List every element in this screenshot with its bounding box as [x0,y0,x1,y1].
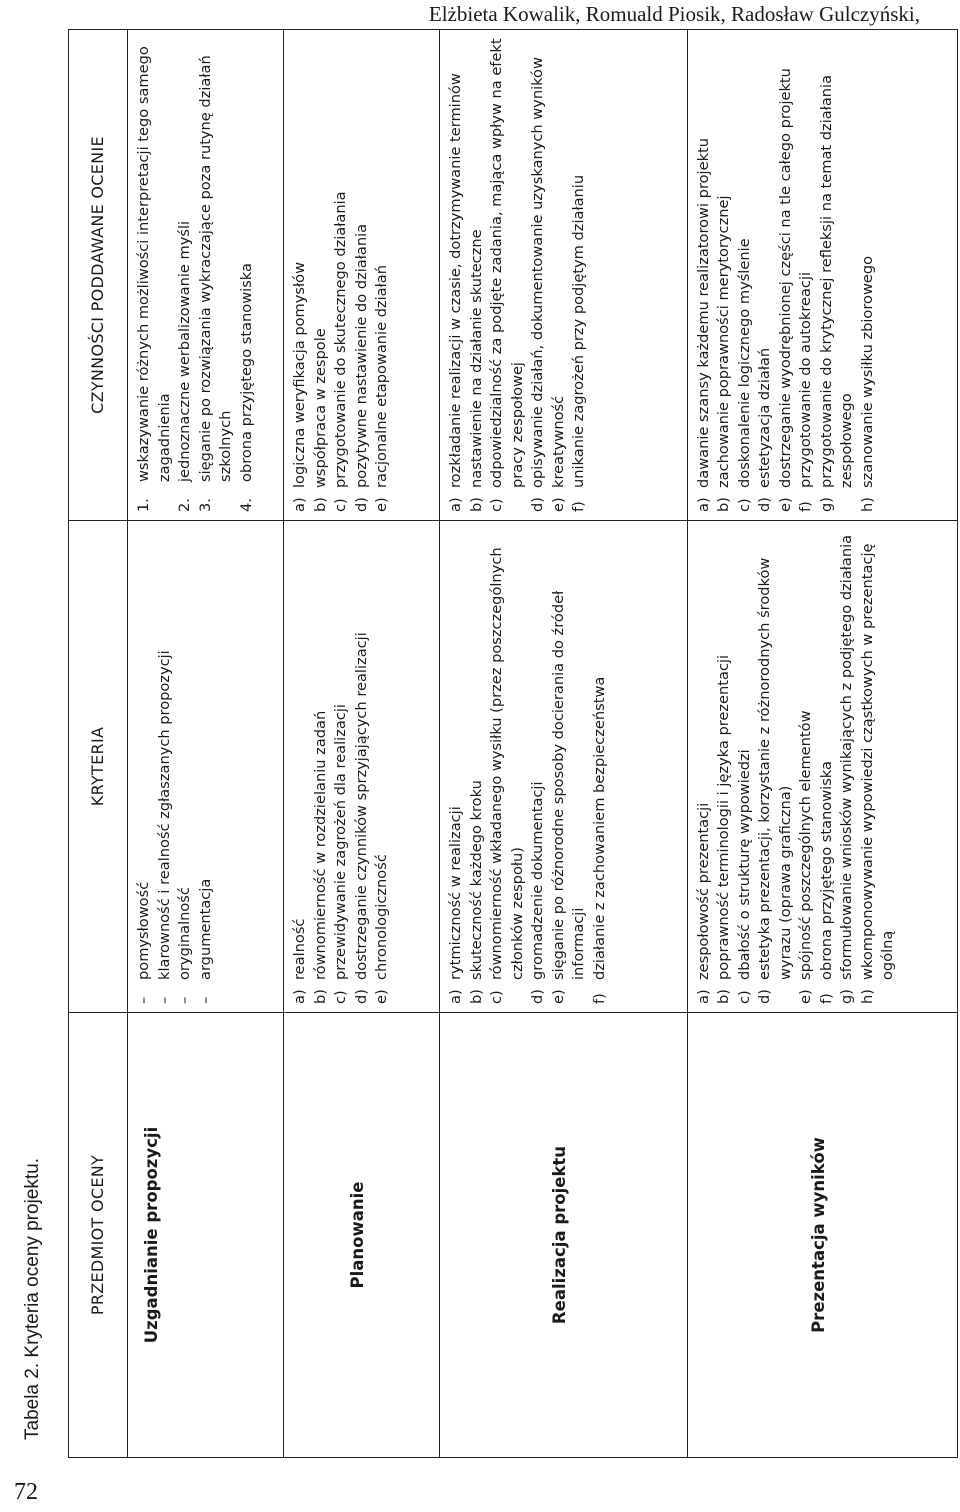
criteria-table-container [68,30,958,1458]
list-item-text: skuteczność każdego kroku [467,780,485,980]
list-item-text: sięganie po różnorodne sposoby docierania do źródeł informacji [549,590,587,980]
list-item-text: dostrzeganie czynników sprzyjających realizacji [352,632,370,980]
list-marker: d) [756,989,774,1004]
activity-item [796,38,817,512]
list-marker: c) [735,990,753,1004]
header-activities: CZYNNOŚCI PODDAWANE OCENIE [69,30,128,521]
criterion-item [467,529,488,1004]
list-marker: e) [549,989,567,1004]
criterion-item [446,529,467,1004]
list-item-text: rytmiczność w realizacji [447,806,464,980]
list-marker: d) [352,989,370,1004]
list-item-text: współpraca w zespole [311,328,329,488]
activity-item [487,38,528,512]
list-item-text: doskonalenie logicznego myślenie [735,238,753,488]
criterion-item [372,529,393,1004]
list-item-text: sformułowanie wniosków wynikających z podjętego działania [838,534,856,980]
list-item-text: odpowiedzialność za podjęte zadania, mająca wpływ na efekt pracy zespołowej [488,38,526,488]
list-marker: g) [838,989,856,1004]
activities-cell [284,30,440,521]
list-marker: f) [570,501,587,512]
list-marker: c) [332,990,349,1004]
list-marker: 2. [176,498,193,512]
activity-item [237,38,258,512]
activity-item [694,38,715,512]
list-item-text: dawanie szansy każdemu realizatorowi projektu [694,137,712,488]
activity-item [467,38,488,512]
criterion-item [487,529,528,1004]
activity-item [331,38,352,512]
criterion-item [755,529,796,1004]
criterion-item [858,529,899,1004]
list-marker: – [196,996,214,1004]
list-item-text: opisywanie działań, dokumentowanie uzyskanych wyników [529,57,546,488]
activity-item [817,38,858,512]
list-marker: c) [488,990,505,1004]
subject-cell: Realizacja projektu [440,1013,688,1458]
criterion-item [134,529,155,1004]
activity-item [290,38,311,512]
list-item-text: sięganie po rozwiązania wykraczające poza rutynę działań szkolnych [196,55,234,482]
list-marker: – [135,996,152,1004]
criterion-item [331,529,352,1004]
table-caption: Tabela 2. Kryteria oceny projektu. [22,1158,43,1440]
list-item-text: wkomponowywanie wypowiedzi cząstkowych w prezentację ogólną [858,543,897,980]
list-item-text: gromadzenie dokumentacji [529,781,546,980]
list-marker: a) [447,497,464,512]
list-item-text: argumentacja [196,878,214,980]
list-marker: a) [291,989,308,1004]
list-item-text: zespołowość prezentacji [694,802,712,980]
criteria-cell [440,521,688,1013]
list-marker: d) [529,989,546,1004]
activity-item [858,38,879,512]
list-marker: e) [373,497,390,512]
activity-item [372,38,393,512]
criteria-table [68,29,958,1458]
list-marker: 4. [237,498,255,512]
list-marker: b) [311,497,329,512]
header-criteria: KRYTERIA [69,521,128,1013]
criterion-item [837,529,858,1004]
list-item-text: nastawienie na działanie skuteczne [467,229,485,488]
list-marker: h) [858,989,876,1004]
list-item-text: szanowanie wysiłku zbiorowego [858,255,876,488]
criterion-item [817,529,838,1004]
activity-item [352,38,373,512]
list-item-text: klarowność i realność zgłaszanych propozycji [155,650,173,980]
list-item-text: spójność poszczególnych elementów [797,710,815,980]
list-item-text: przygotowanie do autokreacji [797,271,815,488]
list-marker: – [155,996,173,1004]
list-item-text: pozytywne nastawienie do działania [352,223,370,488]
list-marker: c) [488,498,505,512]
criterion-item [735,529,756,1004]
list-marker: e) [797,989,815,1004]
list-item-text: dbałość o strukturę wypowiedzi [735,749,753,980]
criterion-item [590,529,611,1004]
list-marker: b) [311,989,329,1004]
list-item-text: przygotowanie do krytycznej refleksji na temat działania zespołowego [817,74,856,488]
activity-item [134,38,175,512]
list-item-text: jednoznaczne werbalizowanie myśli [176,220,193,482]
activity-item [735,38,756,512]
list-item-text: chronologiczność [373,854,390,980]
list-item-text: przygotowanie do skutecznego działania [332,191,349,488]
list-item-text: działanie z zachowaniem bezpieczeństwa [590,676,608,980]
list-item-text: estetyka prezentacji, korzystanie z różnorodnych środków wyrazu (oprawa graficzna) [756,557,794,980]
list-marker: b) [715,989,733,1004]
activity-item [446,38,467,512]
list-item-text: logiczna weryfikacja pomysłów [291,261,308,488]
activity-item [175,38,196,512]
criteria-cell [284,521,440,1013]
list-item-text: kreatywność [549,395,567,488]
list-item-text: obrona przyjętego stanowiska [237,263,255,482]
list-item-text: równomierność w rozdzielaniu zadań [311,710,329,980]
running-header-authors: Elżbieta Kowalik, Romuald Piosik, Radosław Gulczyński, [428,2,920,26]
list-marker: a) [447,989,464,1004]
criterion-item [549,529,590,1004]
activity-item [776,38,797,512]
list-item-text: poprawność terminologii i języka prezentacji [715,654,733,980]
list-marker: 3. [196,498,214,512]
criterion-item [528,529,549,1004]
list-item-text: wskazywanie różnych możliwości interpretacji tego samego zagadnienia [135,46,173,482]
table-row [687,30,957,1458]
list-marker: e) [549,497,567,512]
criterion-item [311,529,332,1004]
list-marker: f) [797,501,815,512]
list-item-text: estetyzacja działań [756,347,774,488]
list-marker: a) [291,497,308,512]
activity-item [528,38,549,512]
list-marker: d) [529,497,546,512]
activity-item [755,38,776,512]
activities-cell [687,30,957,521]
table-row [128,30,284,1458]
criterion-item [352,529,373,1004]
table-row [284,30,440,1458]
list-marker: c) [735,498,753,512]
list-marker: e) [373,989,390,1004]
subject-cell: Uzgadnianie propozycji [128,1013,284,1458]
subject-cell: Planowanie [284,1013,440,1458]
list-marker: b) [467,497,485,512]
header-subject: PRZEDMIOT OCENY [69,1013,128,1458]
list-item-text: realność [291,918,308,980]
subject-cell: Prezentacja wyników [687,1013,957,1458]
list-item-text: racjonalne etapowanie działań [373,265,390,488]
criterion-item [196,529,217,1004]
list-marker: 1. [135,498,152,512]
criterion-item [290,529,311,1004]
list-marker: b) [467,989,485,1004]
list-marker: h) [858,497,876,512]
list-marker: f) [590,993,608,1004]
criteria-cell [687,521,957,1013]
list-item-text: obrona przyjętego stanowiska [817,761,835,980]
list-marker: b) [715,497,733,512]
criterion-item [796,529,817,1004]
list-marker: c) [332,498,349,512]
activity-item [714,38,735,512]
list-item-text: przewidywanie zagrożeń dla realizacji [332,704,349,980]
list-marker: a) [694,989,712,1004]
list-item-text: rozkładanie realizacji w czasie, dotrzymywanie terminów [447,73,464,488]
list-marker: g) [817,497,835,512]
criterion-item [694,529,715,1004]
list-item-text: równomierność wkładanego wysiłku (przez poszczególnych członków zespołu) [488,547,526,980]
activity-item [549,38,570,512]
list-marker: d) [756,497,774,512]
criteria-cell [128,521,284,1013]
activities-cell [128,30,284,521]
table-header-row [69,30,128,1458]
activity-item [569,38,590,512]
list-item-text: dostrzeganie wyodrębnionej części na tle całego projektu [776,68,794,488]
criterion-item [714,529,735,1004]
activities-cell [440,30,688,521]
list-item-text: zachowanie poprawności merytorycznej [715,195,733,488]
list-marker: d) [352,497,370,512]
activity-item [311,38,332,512]
activity-item [196,38,237,512]
list-item-text: pomysłowość [135,881,152,980]
list-item-text: oryginalność [176,887,193,980]
page-number: 72 [14,1479,38,1505]
list-item-text: unikanie zagrożeń przy podjętym działaniu [570,174,587,488]
list-marker: a) [694,497,712,512]
criterion-item [175,529,196,1004]
list-marker: e) [776,497,794,512]
table-row [440,30,688,1458]
list-marker: – [176,996,193,1004]
criterion-item [155,529,176,1004]
list-marker: f) [817,993,835,1004]
